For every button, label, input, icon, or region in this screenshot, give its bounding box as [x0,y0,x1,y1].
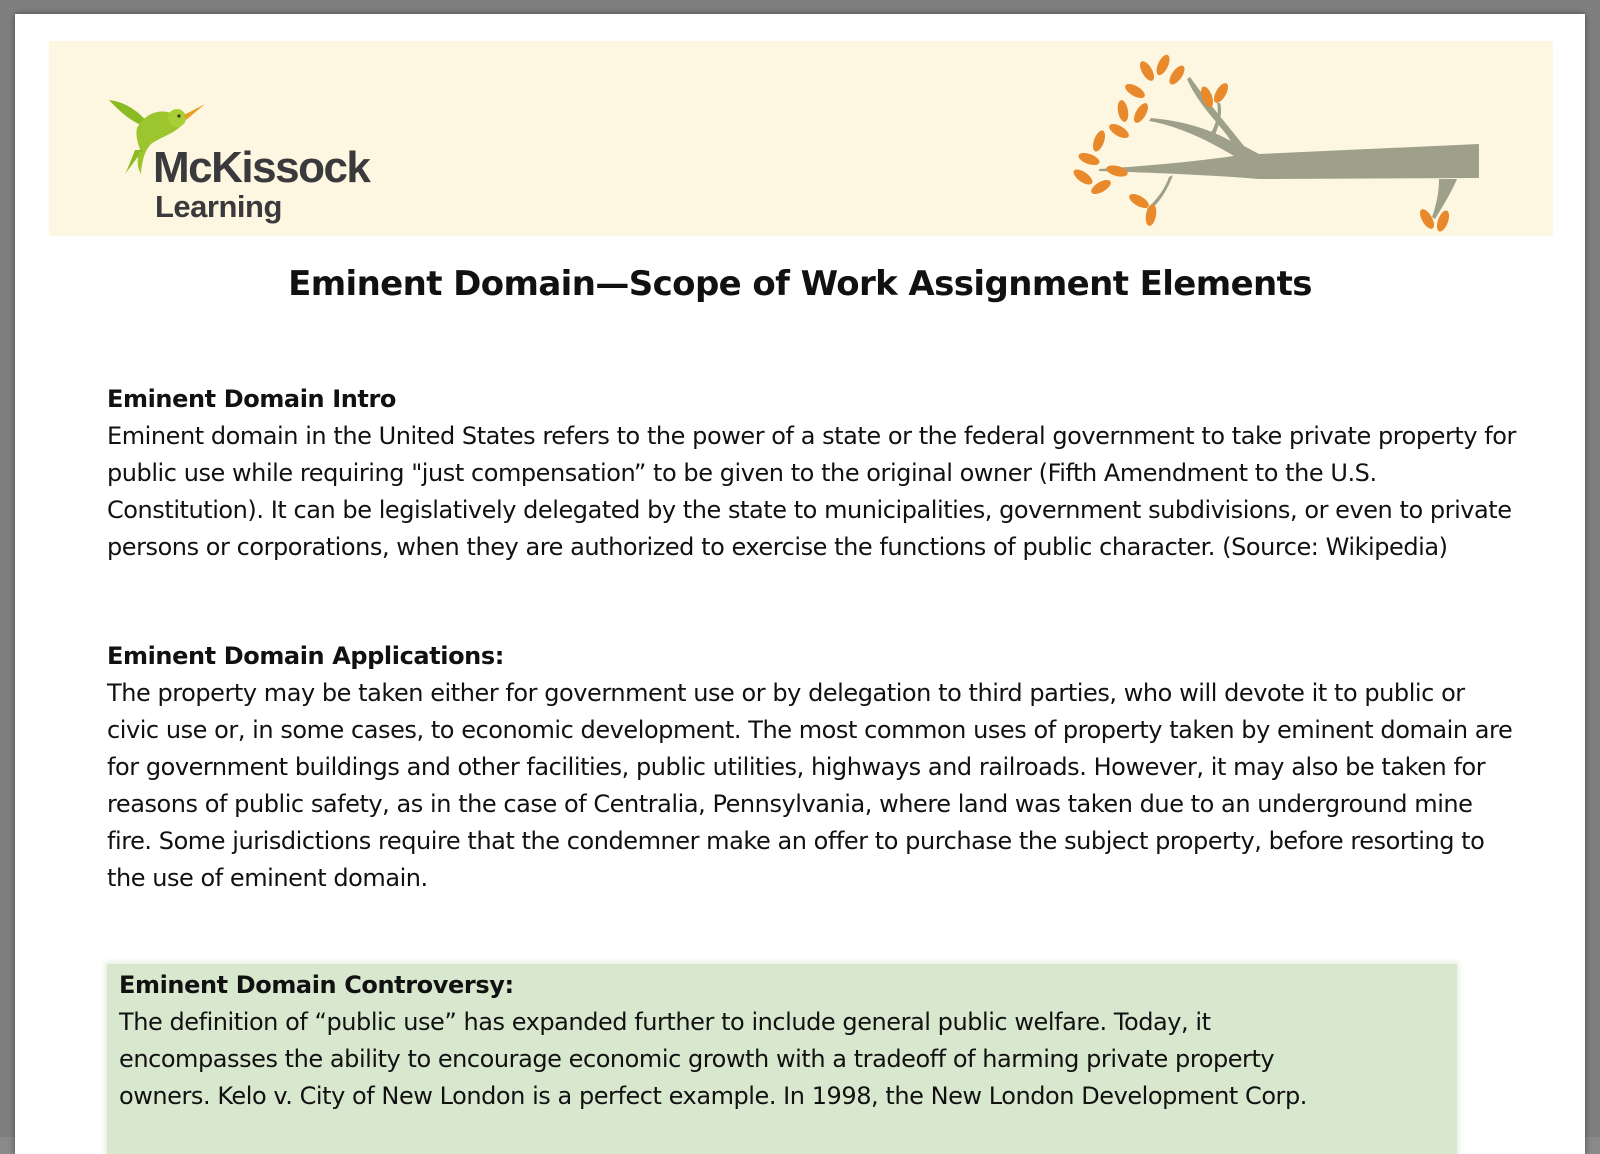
section-intro-body: Eminent domain in the United States refers to the power of a state or the federal government to take private property for public use while requiring "just compensation” to be given to the original owner (Fifth Amendment to the U.S. Constitution). It can be legislatively delegated by the state to municipalities, government subdivisions, or even to private persons or corporations, when they are authorized to exercise the functions of public character. (Source: Wikipedia) [107,422,1516,561]
section-applications [107,638,1517,897]
header-banner [49,41,1553,236]
mckissock-logo [107,88,377,238]
tree-branch-illustration [1059,51,1489,236]
section-controversy-body: The definition of “public use” has expanded further to include general public welfare. Today, it encompasses the ability to encourage economic growth with a tradeoff of harming private property owners. Kelo v. City of New London is a perfect example. In 1998, the New London Development Corp. [119,1008,1307,1110]
section-controversy-callout [107,964,1457,1154]
logo-subtitle: Learning [155,189,282,224]
document-page [15,14,1585,1154]
section-applications-body: The property may be taken either for government use or by delegation to third parties, who will devote it to public or civic use or, in some cases, to economic development. The most common uses of property taken by eminent domain are for government buildings and other facilities, public utilities, highways and railroads. However, it may also be taken for reasons of public safety, as in the case of Centralia, Pennsylvania, where land was taken due to an underground mine fire. Some jurisdictions require that the condemner make an offer to purchase the subject property, before resorting to the use of eminent domain. [107,679,1513,892]
section-applications-heading: Eminent Domain Applications: [107,642,504,670]
logo-wordmark: McKissock [153,143,370,192]
section-intro-heading: Eminent Domain Intro [107,385,397,413]
section-controversy-heading: Eminent Domain Controversy: [119,971,514,999]
document-title: Eminent Domain—Scope of Work Assignment Elements [288,264,1312,304]
section-intro [107,381,1517,566]
